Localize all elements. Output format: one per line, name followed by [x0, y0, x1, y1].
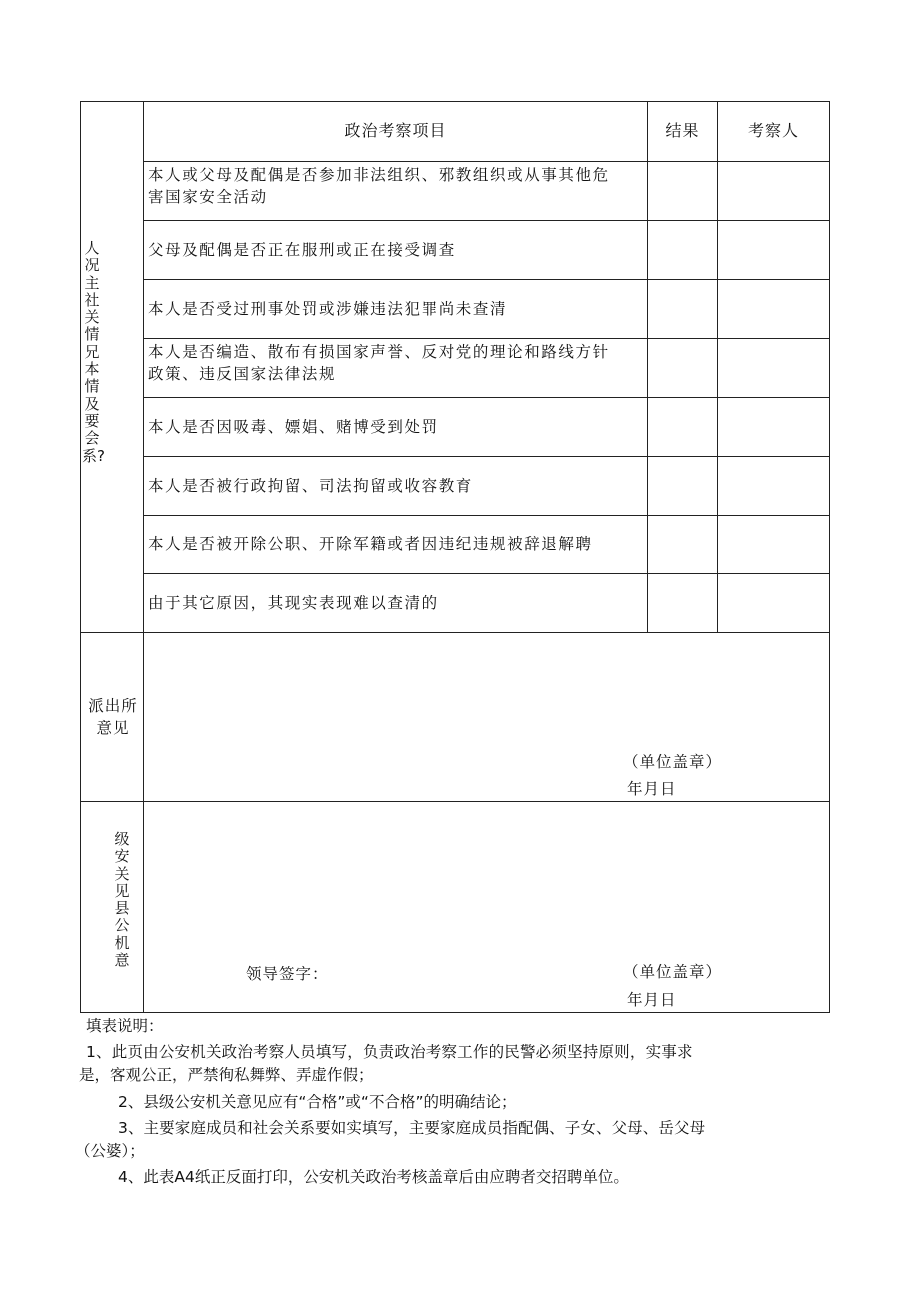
row-text-line: 本人是否被开除公职、开除军籍或者因违纪违规被辞退解聘 — [148, 535, 593, 553]
table-row — [148, 239, 456, 261]
police-station-label — [82, 695, 144, 739]
row-divider — [143, 456, 830, 457]
instruction-3-line2: （公婆）； — [75, 1142, 145, 1160]
leader-signature-label: 领导签字： — [246, 965, 329, 983]
police-station-date: 年月日 — [627, 780, 677, 798]
row-divider — [143, 573, 830, 574]
section-divider — [80, 632, 830, 633]
header-inspector: 考察人 — [747, 121, 799, 140]
row-divider — [143, 161, 830, 162]
header-item: 政治考察项目 — [344, 121, 447, 140]
row-divider — [143, 338, 830, 339]
police-station-stamp: （单位盖章） — [623, 753, 723, 771]
row-text-line: 本人是否受过刑事处罚或涉嫌违法犯罪尚未查清 — [148, 300, 508, 318]
instruction-1-line2: 是，客观公正，严禁徇私舞弊、弄虚作假； — [79, 1066, 374, 1084]
row-text-line: 政策、违反国家法律法规 — [148, 365, 337, 383]
row-divider — [143, 220, 830, 221]
row-divider — [143, 515, 830, 516]
result-column-divider — [647, 101, 648, 632]
row-text-line: 父母及配偶是否正在服刑或正在接受调查 — [148, 241, 456, 259]
row-text-line: 害国家安全活动 — [148, 188, 268, 206]
row-text-line: 本人或父母及配偶是否参加非法组织、邪教组织或从事其他危 — [148, 166, 610, 184]
police-station-label-line: 意见 — [96, 719, 130, 737]
instructions-title: 填表说明： — [86, 1017, 164, 1035]
county-bureau-stamp: （单位盖章） — [623, 963, 723, 981]
row-text-line: 本人是否被行政拘留、司法拘留或收容教育 — [148, 477, 473, 495]
instruction-3-line1: 3、主要家庭成员和社会关系要如实填写，主要家庭成员指配偶、子女、父母、岳父母 — [118, 1119, 706, 1137]
table-row — [148, 592, 439, 614]
county-bureau-label: 级安关见县公机意 — [114, 830, 130, 970]
political-review-form — [80, 101, 830, 1013]
instruction-4: 4、此表A4纸正反面打印，公安机关政治考核盖章后由应聘者交招聘单位。 — [118, 1168, 629, 1186]
row-divider — [143, 397, 830, 398]
section-divider — [80, 801, 830, 802]
row-divider — [143, 279, 830, 280]
table-border-bottom — [80, 1012, 830, 1013]
county-bureau-date: 年月日 — [627, 991, 677, 1009]
table-border-left — [80, 101, 81, 1013]
row-text-line: 本人是否因吸毒、嫖娼、赌博受到处罚 — [148, 418, 439, 436]
table-row — [148, 533, 593, 555]
table-row — [148, 416, 439, 438]
instruction-2: 2、县级公安机关意见应有“合格”或“不合格”的明确结论； — [118, 1093, 517, 1111]
section-label-personal-social: 人况主社关情兄本情及要会系? — [82, 239, 105, 465]
header-result: 结果 — [665, 121, 700, 140]
table-row — [148, 298, 507, 320]
instruction-1-line1: 1、此页由公安机关政治考察人员填写，负责政治考察工作的民警必须坚持原则，实事求 — [86, 1043, 693, 1061]
row-text-line: 由于其它原因，其现实表现难以查清的 — [148, 594, 439, 612]
row-text-line: 本人是否编造、散布有损国家声誉、反对党的理论和路线方针 — [148, 343, 610, 361]
table-row — [148, 164, 610, 208]
label-column-divider — [143, 101, 144, 1013]
table-row — [148, 341, 610, 385]
table-border-right — [829, 101, 830, 1013]
inspector-column-divider — [717, 101, 718, 632]
table-row — [148, 475, 473, 497]
police-station-label-line: 派出所 — [88, 697, 138, 715]
